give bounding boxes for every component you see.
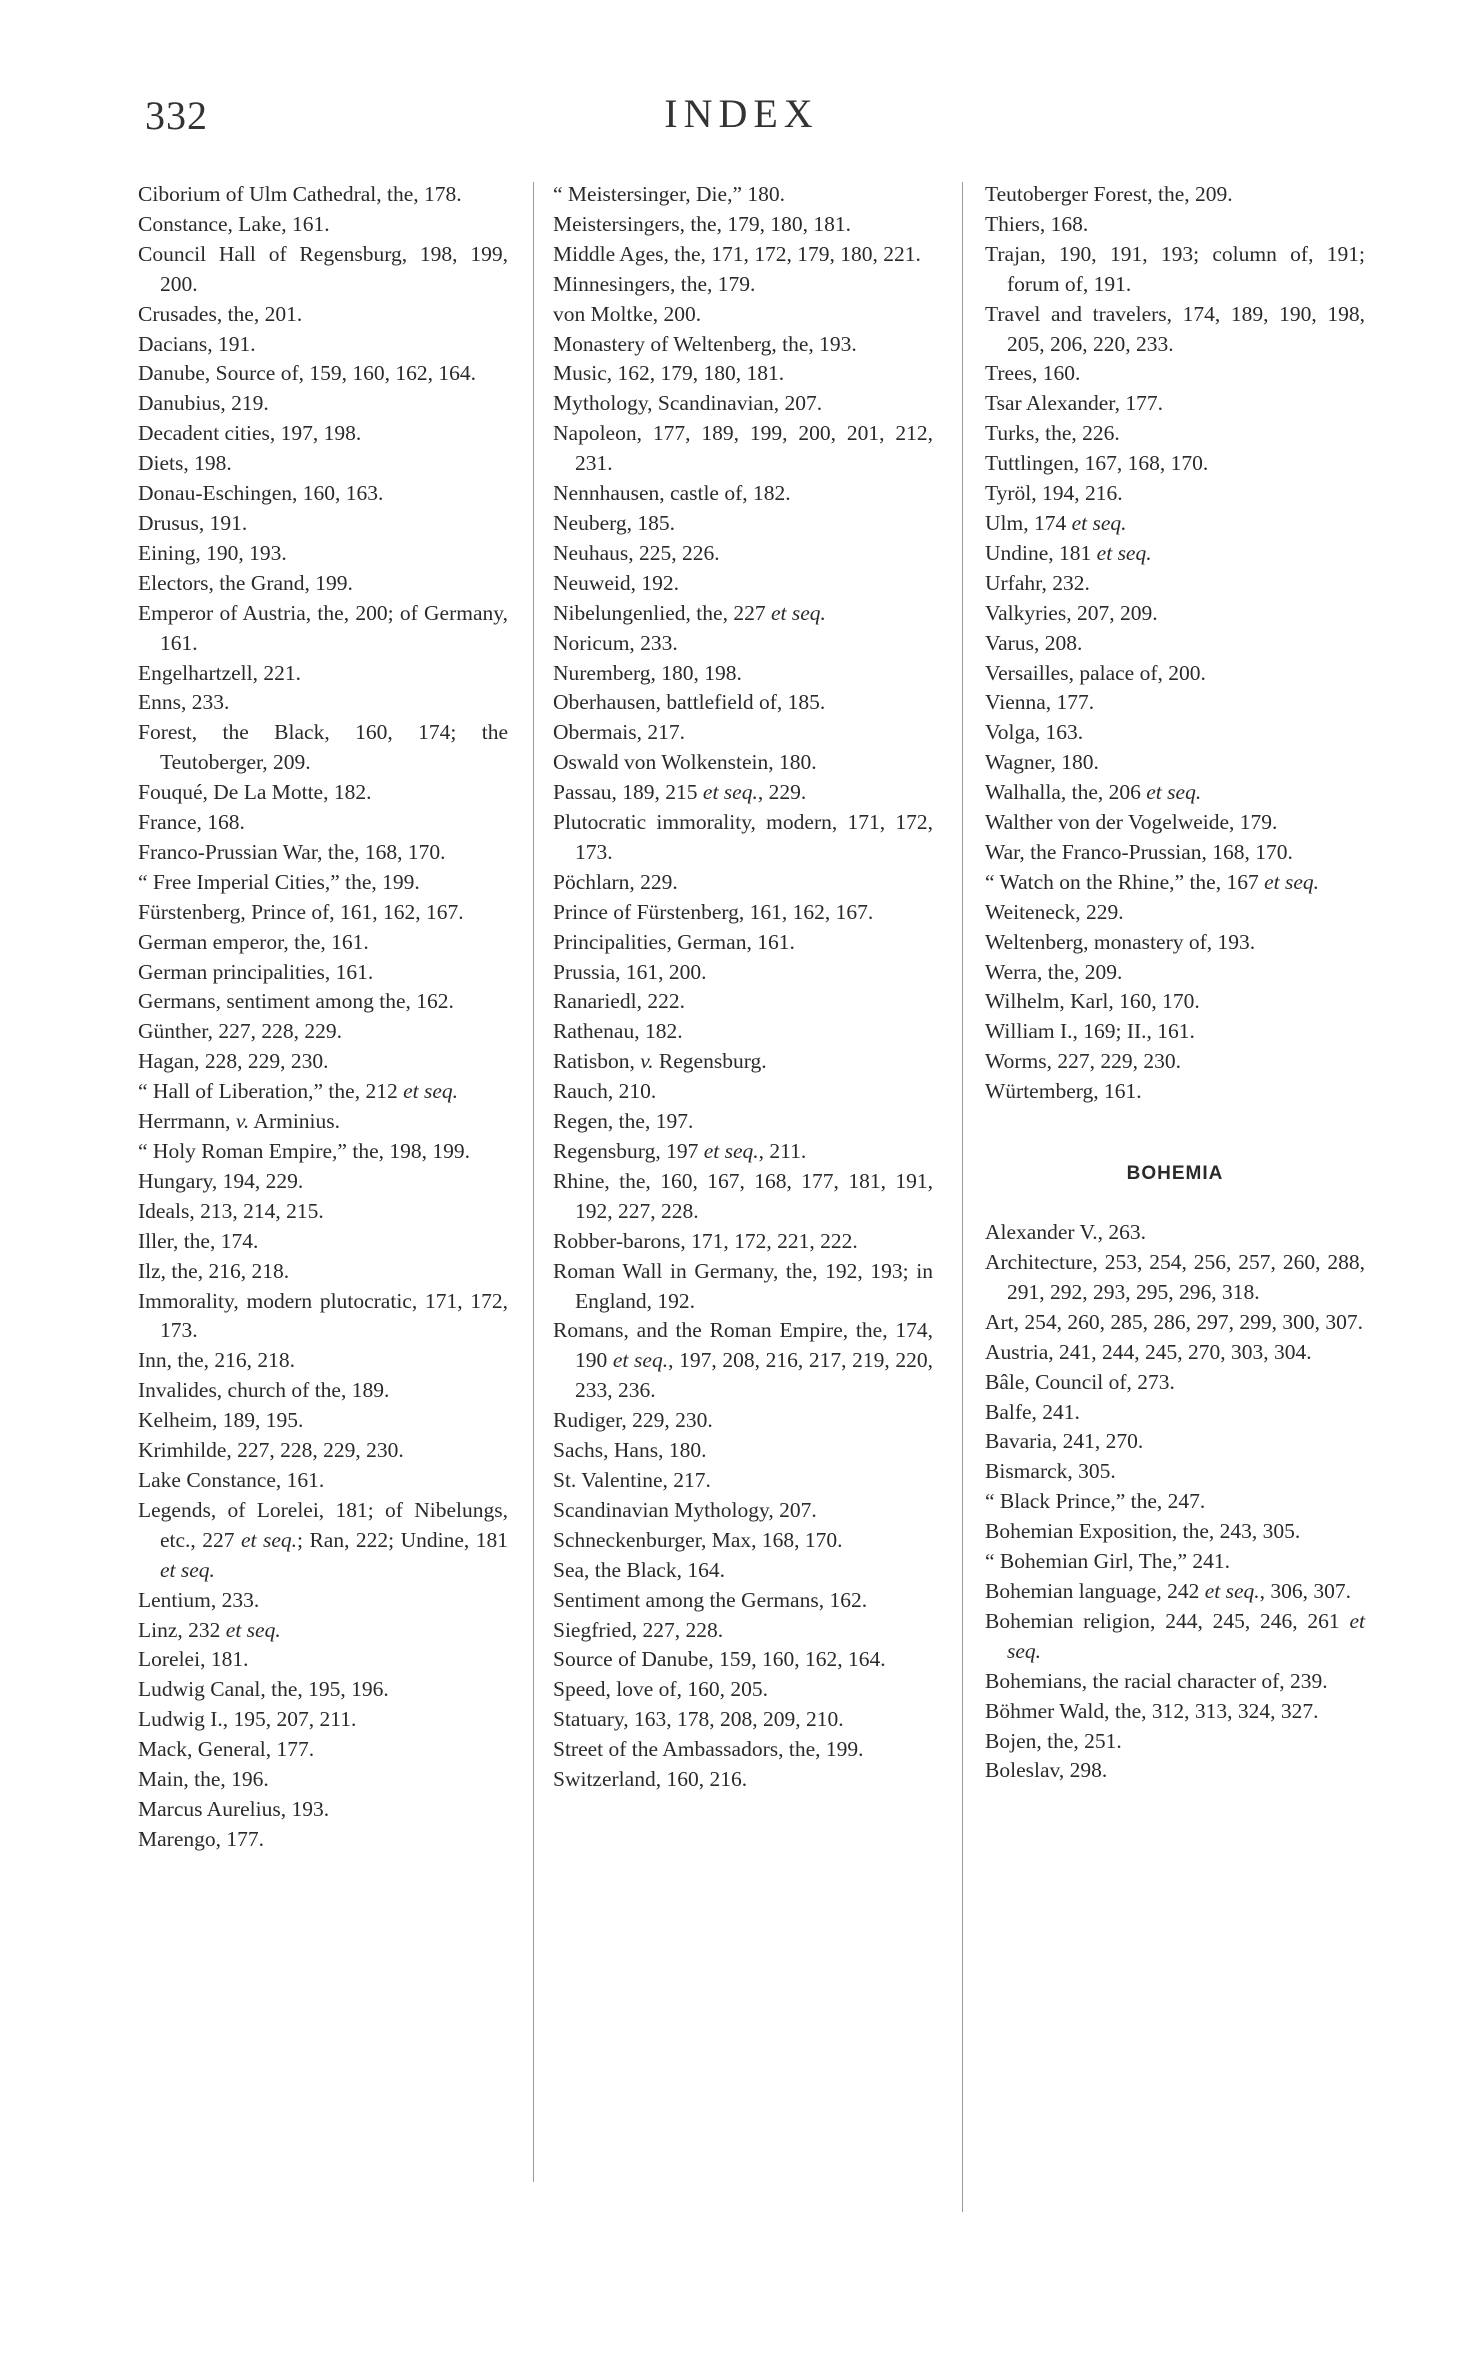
index-entry: Valkyries, 207, 209. bbox=[985, 600, 1158, 625]
index-entry: Thiers, 168. bbox=[985, 211, 1089, 236]
page-title: INDEX bbox=[664, 91, 819, 136]
index-entry: Bohemian religion, 244, 245, 246, 261 et seq. bbox=[985, 1608, 1365, 1663]
index-entry: Böhmer Wald, the, 312, 313, 324, 327. bbox=[985, 1698, 1319, 1723]
index-entry: Lentium, 233. bbox=[138, 1587, 260, 1612]
index-entry: Street of the Ambassadors, the, 199. bbox=[553, 1737, 864, 1762]
index-entry: Passau, 189, 215 et seq., 229. bbox=[553, 780, 807, 805]
index-entry: Siegfried, 227, 228. bbox=[553, 1617, 724, 1642]
index-entry: Marengo, 177. bbox=[138, 1826, 264, 1851]
index-entry: Prince of Fürstenberg, 161, 162, 167. bbox=[553, 899, 874, 924]
index-entry: Fouqué, De La Motte, 182. bbox=[138, 780, 372, 805]
index-entry: von Moltke, 200. bbox=[553, 301, 702, 326]
index-entry: Neuweid, 192. bbox=[553, 570, 679, 595]
index-entry: Switzerland, 160, 216. bbox=[553, 1767, 748, 1792]
section-heading-bohemia: BOHEMIA bbox=[1126, 1163, 1224, 1185]
index-entry: Bâle, Council of, 273. bbox=[985, 1369, 1175, 1394]
index-entry: German emperor, the, 161. bbox=[138, 929, 369, 954]
index-entry: Sea, the Black, 164. bbox=[553, 1557, 725, 1582]
index-entry: Mack, General, 177. bbox=[138, 1737, 315, 1762]
index-entry: Teutoberger Forest, the, 209. bbox=[985, 182, 1233, 206]
index-entry: Legends, of Lorelei, 181; of Nibelungs, etc., 227 et seq.; Ran, 222; Undine, 181 et seq. bbox=[138, 1497, 508, 1582]
index-entry: Walhalla, the, 206 et seq. bbox=[985, 780, 1202, 805]
index-entry: Diets, 198. bbox=[138, 451, 232, 476]
index-entry: Bohemian language, 242 et seq., 306, 307. bbox=[985, 1578, 1352, 1603]
index-entry: Versailles, palace of, 200. bbox=[985, 660, 1206, 685]
index-entry: Neuberg, 185. bbox=[553, 510, 676, 535]
index-entry: Rudiger, 229, 230. bbox=[553, 1408, 713, 1433]
index-entry: Middle Ages, the, 171, 172, 179, 180, 221. bbox=[553, 241, 921, 266]
index-entry: Sentiment among the Germans, 162. bbox=[553, 1587, 868, 1612]
index-entry: Schneckenburger, Max, 168, 170. bbox=[553, 1527, 843, 1552]
index-entry: Bohemians, the racial character of, 239. bbox=[985, 1668, 1328, 1693]
index-entry: Danubius, 219. bbox=[138, 391, 269, 416]
index-entry: St. Valentine, 217. bbox=[553, 1467, 711, 1492]
column-rule-right bbox=[962, 182, 963, 2212]
index-entry: Wilhelm, Karl, 160, 170. bbox=[985, 989, 1200, 1014]
index-entry: “ Bohemian Girl, The,” 241. bbox=[985, 1549, 1231, 1574]
index-entry: Source of Danube, 159, 160, 162, 164. bbox=[553, 1647, 886, 1672]
index-entry: Worms, 227, 229, 230. bbox=[985, 1049, 1181, 1074]
index-entry: Lorelei, 181. bbox=[138, 1647, 249, 1672]
index-entry: Nuremberg, 180, 198. bbox=[553, 660, 742, 685]
index-entry: Vienna, 177. bbox=[985, 690, 1095, 715]
index-entry: Turks, the, 226. bbox=[985, 421, 1120, 446]
index-entry: Ludwig I., 195, 207, 211. bbox=[138, 1707, 357, 1732]
index-entry: Noricum, 233. bbox=[553, 630, 678, 655]
index-entry: Bohemian Exposition, the, 243, 305. bbox=[985, 1519, 1301, 1544]
index-entry: Enns, 233. bbox=[138, 690, 230, 715]
index-entry: Fürstenberg, Prince of, 161, 162, 167. bbox=[138, 899, 464, 924]
index-entry: Bavaria, 241, 270. bbox=[985, 1429, 1144, 1454]
index-entry: Tuttlingen, 167, 168, 170. bbox=[985, 451, 1209, 476]
index-entry: Würtemberg, 161. bbox=[985, 1079, 1142, 1104]
index-entry: William I., 169; II., 161. bbox=[985, 1019, 1195, 1044]
index-entry: Rathenau, 182. bbox=[553, 1019, 683, 1044]
index-entry: “ Black Prince,” the, 247. bbox=[985, 1489, 1206, 1514]
index-entry: Roman Wall in Germany, the, 192, 193; in England, 192. bbox=[553, 1258, 933, 1313]
index-entry: “ Hall of Liberation,” the, 212 et seq. bbox=[138, 1079, 459, 1104]
index-entry: Mythology, Scandinavian, 207. bbox=[553, 391, 823, 416]
index-entry: Werra, the, 209. bbox=[985, 959, 1123, 984]
index-entry: Immorality, modern plutocratic, 171, 172, 173. bbox=[138, 1288, 508, 1343]
index-entry: Günther, 227, 228, 229. bbox=[138, 1019, 342, 1044]
index-entry: Rhine, the, 160, 167, 168, 177, 181, 191, 192, 227, 228. bbox=[553, 1168, 933, 1223]
index-entry: Architecture, 253, 254, 256, 257, 260, 288, 291, 292, 293, 295, 296, 318. bbox=[985, 1250, 1365, 1304]
index-entry: Plutocratic immorality, modern, 171, 172, 173. bbox=[553, 810, 933, 864]
index-entry: Oswald von Wolkenstein, 180. bbox=[553, 750, 817, 775]
index-entry: War, the Franco-Prussian, 168, 170. bbox=[985, 839, 1293, 864]
index-entry: Germans, sentiment among the, 162. bbox=[138, 989, 454, 1014]
index-entry: Tyröl, 194, 216. bbox=[985, 481, 1123, 506]
index-entry: Nennhausen, castle of, 182. bbox=[553, 481, 791, 506]
index-entry: France, 168. bbox=[138, 810, 245, 835]
index-entry: Balfe, 241. bbox=[985, 1399, 1080, 1424]
index-entry: Hungary, 194, 229. bbox=[138, 1168, 304, 1193]
index-entry: Donau-Eschingen, 160, 163. bbox=[138, 481, 384, 506]
index-entry: Linz, 232 et seq. bbox=[138, 1617, 281, 1642]
index-entry: Regen, the, 197. bbox=[553, 1109, 694, 1134]
index-entry: Scandinavian Mythology, 207. bbox=[553, 1497, 817, 1522]
index-entry: Ranariedl, 222. bbox=[553, 989, 685, 1014]
index-entry: Franco-Prussian War, the, 168, 170. bbox=[138, 839, 446, 864]
index-entry: Regensburg, 197 et seq., 211. bbox=[553, 1139, 807, 1163]
index-entry: Boleslav, 298. bbox=[985, 1758, 1108, 1783]
index-entry: Lake Constance, 161. bbox=[138, 1467, 325, 1492]
index-entry: Sachs, Hans, 180. bbox=[553, 1438, 707, 1463]
index-entry: Ideals, 213, 214, 215. bbox=[138, 1198, 324, 1223]
index-entry: Electors, the Grand, 199. bbox=[138, 570, 353, 595]
index-entry: Meistersingers, the, 179, 180, 181. bbox=[553, 211, 851, 236]
index-entry: “ Free Imperial Cities,” the, 199. bbox=[138, 869, 420, 894]
column-rule-left bbox=[533, 182, 534, 2182]
index-entry: Crusades, the, 201. bbox=[138, 301, 303, 326]
index-entry: Bismarck, 305. bbox=[985, 1459, 1116, 1484]
index-entry: Marcus Aurelius, 193. bbox=[138, 1796, 330, 1821]
index-entry: Minnesingers, the, 179. bbox=[553, 271, 756, 296]
index-entry: Art, 254, 260, 285, 286, 297, 299, 300, 307. bbox=[985, 1309, 1364, 1334]
index-entry: Music, 162, 179, 180, 181. bbox=[553, 361, 785, 386]
index-entry: Inn, the, 216, 218. bbox=[138, 1348, 296, 1373]
index-entry: Robber-barons, 171, 172, 221, 222. bbox=[553, 1228, 858, 1253]
index-entry: Oberhausen, battlefield of, 185. bbox=[553, 690, 826, 715]
index-entry: Engelhartzell, 221. bbox=[138, 660, 301, 685]
index-entry: Trees, 160. bbox=[985, 361, 1081, 386]
index-entry: “ Watch on the Rhine,” the, 167 et seq. bbox=[985, 869, 1320, 894]
index-entry: Romans, and the Roman Empire, the, 174, 190 et seq., 197, 208, 216, 217, 219, 220, 233, 236. bbox=[553, 1318, 933, 1403]
index-entry: Volga, 163. bbox=[985, 720, 1084, 745]
index-entry: Monastery of Weltenberg, the, 193. bbox=[553, 331, 857, 356]
index-column-1 bbox=[138, 180, 508, 1855]
index-column-3 bbox=[985, 180, 1365, 1786]
index-entry: Forest, the Black, 160, 174; the Teutoberger, 209. bbox=[138, 720, 508, 775]
index-entry: Nibelungenlied, the, 227 et seq. bbox=[553, 600, 826, 625]
index-entry: Pöchlarn, 229. bbox=[553, 869, 678, 894]
index-entry: Travel and travelers, 174, 189, 190, 198, 205, 206, 220, 233. bbox=[985, 301, 1365, 356]
index-entry: Tsar Alexander, 177. bbox=[985, 391, 1163, 416]
index-entry: Wagner, 180. bbox=[985, 750, 1099, 775]
index-entry: Statuary, 163, 178, 208, 209, 210. bbox=[553, 1707, 844, 1732]
index-entry: Decadent cities, 197, 198. bbox=[138, 421, 362, 446]
index-entry: Alexander V., 263. bbox=[985, 1220, 1147, 1245]
index-entry: Principalities, German, 161. bbox=[553, 929, 795, 954]
index-entry: Undine, 181 et seq. bbox=[985, 540, 1152, 565]
index-entry: Eining, 190, 193. bbox=[138, 540, 287, 565]
page-number: 332 bbox=[145, 93, 208, 138]
index-entry: Ulm, 174 et seq. bbox=[985, 510, 1127, 535]
index-entry: Constance, Lake, 161. bbox=[138, 211, 330, 236]
index-entry: Danube, Source of, 159, 160, 162, 164. bbox=[138, 361, 476, 386]
index-entry: Invalides, church of the, 189. bbox=[138, 1378, 390, 1403]
index-entry: Krimhilde, 227, 228, 229, 230. bbox=[138, 1438, 404, 1463]
index-entry: Main, the, 196. bbox=[138, 1767, 269, 1792]
index-entry: Weltenberg, monastery of, 193. bbox=[985, 929, 1256, 954]
index-entry: Iller, the, 174. bbox=[138, 1228, 259, 1253]
index-entry: “ Holy Roman Empire,” the, 198, 199. bbox=[138, 1139, 470, 1163]
index-entry: Walther von der Vogelweide, 179. bbox=[985, 810, 1278, 835]
index-entry: Prussia, 161, 200. bbox=[553, 959, 707, 984]
index-entry: Kelheim, 189, 195. bbox=[138, 1408, 304, 1433]
index-entry: Dacians, 191. bbox=[138, 331, 256, 356]
index-entry: Hagan, 228, 229, 230. bbox=[138, 1049, 329, 1074]
index-entry: Obermais, 217. bbox=[553, 720, 685, 745]
index-entry: Speed, love of, 160, 205. bbox=[553, 1677, 768, 1702]
index-entry: Council Hall of Regensburg, 198, 199, 200. bbox=[138, 241, 508, 296]
index-entry: “ Meistersinger, Die,” 180. bbox=[553, 182, 785, 206]
index-entry: Ciborium of Ulm Cathedral, the, 178. bbox=[138, 182, 462, 206]
index-entry: Bojen, the, 251. bbox=[985, 1728, 1122, 1753]
index-entry: Urfahr, 232. bbox=[985, 570, 1090, 595]
index-entry: Napoleon, 177, 189, 199, 200, 201, 212, 231. bbox=[553, 421, 933, 476]
index-entry: Varus, 208. bbox=[985, 630, 1083, 655]
index-entry: Trajan, 190, 191, 193; column of, 191; forum of, 191. bbox=[985, 241, 1365, 296]
index-entry: Herrmann, v. Arminius. bbox=[138, 1109, 341, 1134]
index-entry: Neuhaus, 225, 226. bbox=[553, 540, 720, 565]
index-entry: Rauch, 210. bbox=[553, 1079, 657, 1104]
index-entry: Ratisbon, v. Regensburg. bbox=[553, 1049, 767, 1074]
index-column-2 bbox=[553, 180, 933, 1795]
index-entry: Weiteneck, 229. bbox=[985, 899, 1124, 924]
index-entry: Austria, 241, 244, 245, 270, 303, 304. bbox=[985, 1339, 1312, 1364]
index-entry: German principalities, 161. bbox=[138, 959, 374, 984]
index-entry: Ludwig Canal, the, 195, 196. bbox=[138, 1677, 389, 1702]
index-entry: Ilz, the, 216, 218. bbox=[138, 1258, 290, 1283]
index-entry: Drusus, 191. bbox=[138, 510, 248, 535]
index-entry: Emperor of Austria, the, 200; of Germany, 161. bbox=[138, 600, 508, 655]
